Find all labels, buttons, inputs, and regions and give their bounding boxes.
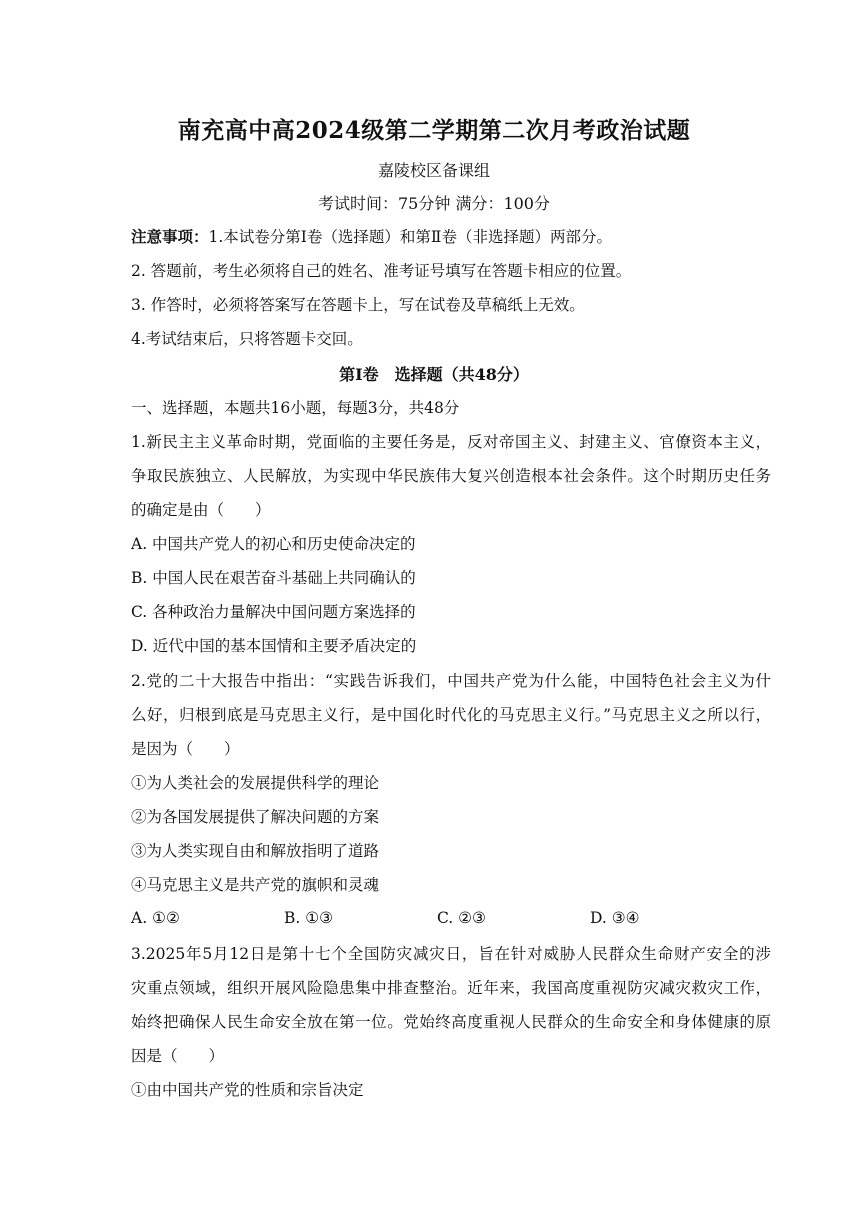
section-title: 第Ⅰ卷 选择题（共48分）: [339, 365, 529, 384]
question-2-line-1: 2.党的二十大报告中指出：“实践告诉我们，中国共产党为什么能，中国特色社会主义为什: [131, 672, 771, 690]
notes-item-3: 3. 作答时，必须将答案写在答题卡上，写在试卷及草稿纸上无效。: [131, 296, 585, 314]
question-3-statement-1: ①由中国共产党的性质和宗旨决定: [131, 1081, 364, 1099]
question-3-line-4: 因是（ ）: [131, 1047, 225, 1065]
question-1-line-3: 的确定是由（ ）: [131, 501, 271, 519]
question-1-option-d: D. 近代中国的基本国情和主要矛盾决定的: [131, 637, 417, 655]
question-1-line-1: 1.新民主主义革命时期，党面临的主要任务是，反对帝国主义、封建主义、官僚资本主义，: [131, 433, 771, 451]
question-2-option-d: D. ③④: [590, 909, 640, 927]
notes-item-2: 2. 答题前，考生必须将自己的姓名、准考证号填写在答题卡相应的位置。: [131, 262, 632, 280]
page-subtitle: 嘉陵校区备课组: [377, 161, 490, 180]
question-3-line-3: 始终把确保人民生命安全放在第一位。党始终高度重视人民群众的生命安全和身体健康的原: [131, 1013, 771, 1031]
question-3-line-2: 灾重点领域，组织开展风险隐患集中排查整治。近年来，我国高度重视防灾减灾救灾工作，: [131, 979, 771, 997]
notes-label: 注意事项：: [131, 227, 209, 246]
question-1-option-b: B. 中国人民在艰苦奋斗基础上共同确认的: [131, 569, 416, 587]
question-2-option-a: A. ①②: [131, 909, 180, 927]
question-2-line-2: 么好，归根到底是马克思主义行，是中国化时代化的马克思主义行。”马克思主义之所以行，: [131, 706, 771, 724]
notes-item-1-text: 1.本试卷分第Ⅰ卷（选择题）和第Ⅱ卷（非选择题）两部分。: [208, 228, 612, 246]
question-2-statement-4: ④马克思主义是共产党的旗帜和灵魂: [131, 876, 380, 894]
notes-item-4: 4.考试结束后，只将答题卡交回。: [131, 330, 363, 348]
question-2-option-c: C. ②③: [437, 909, 486, 927]
question-2-statement-2: ②为各国发展提供了解决问题的方案: [131, 808, 380, 826]
question-1-line-2: 争取民族独立、人民解放，为实现中华民族伟大复兴创造根本社会条件。这个时期历史任务: [131, 467, 771, 485]
page-title: 南充高中高2024级第二学期第二次月考政治试题: [177, 117, 691, 144]
question-1-option-c: C. 各种政治力量解决中国问题方案选择的: [131, 603, 416, 621]
question-3-line-1: 3.2025年5月12日是第十七个全国防灾减灾日，旨在针对威胁人民群众生命财产安全的涉: [131, 945, 771, 963]
question-2-option-b: B. ①③: [284, 909, 334, 927]
section-instruction: 一、选择题，本题共16小题，每题3分，共48分: [131, 399, 460, 417]
question-2-line-3: 是因为（ ）: [131, 740, 240, 758]
notes-item-1: [131, 226, 771, 248]
question-2-statement-1: ①为人类社会的发展提供科学的理论: [131, 774, 380, 792]
question-1-option-a: A. 中国共产党人的初心和历史使命决定的: [131, 535, 416, 553]
question-2-statement-3: ③为人类实现自由和解放指明了道路: [131, 842, 380, 860]
exam-info: 考试时间：75分钟 满分：100分: [318, 194, 550, 213]
